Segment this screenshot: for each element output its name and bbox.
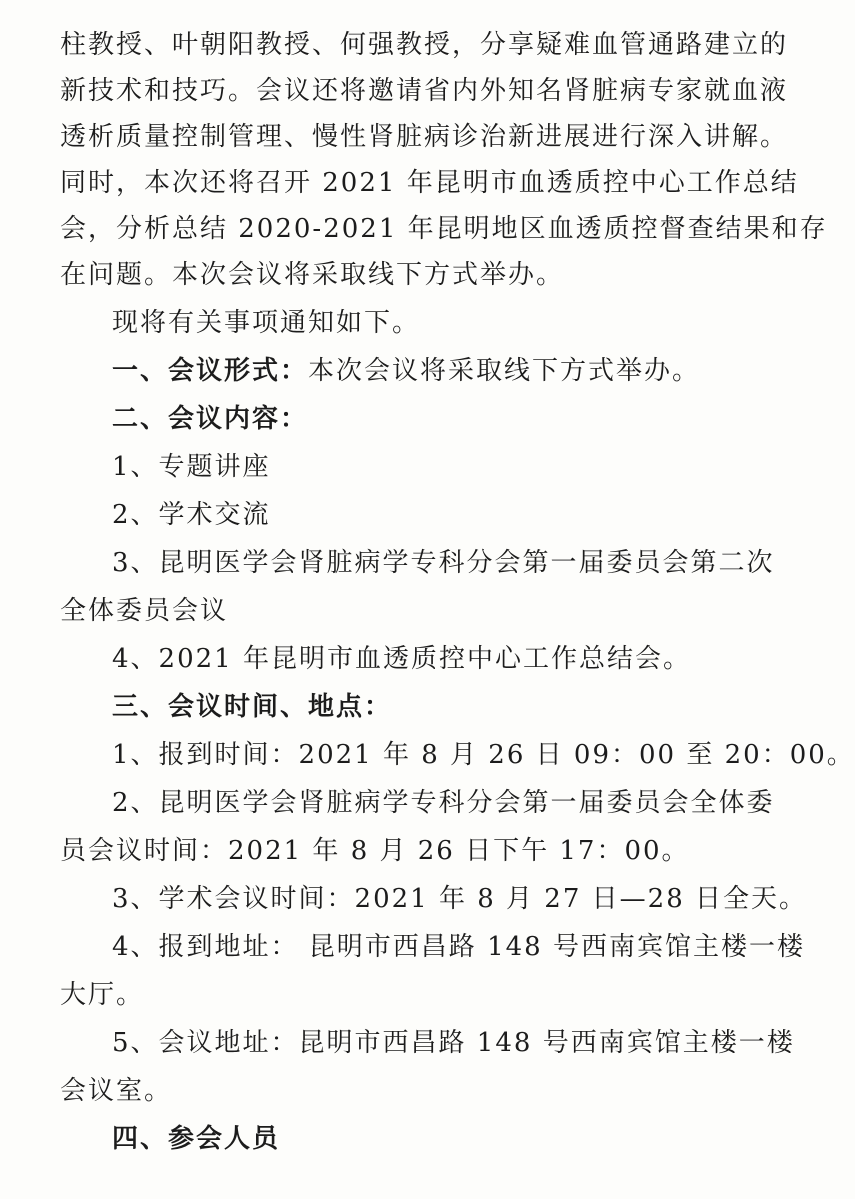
body-line: 在问题。本次会议将采取线下方式举办。 [60, 260, 565, 290]
section-1-heading: 一、会议形式： [112, 356, 309, 386]
section-1 [60, 356, 758, 386]
list-item-continuation: 会议室。 [60, 1076, 173, 1106]
body-line: 同时，本次还将召开 2021 年昆明市血透质控中心工作总结 [60, 168, 799, 198]
list-item: 1、专题讲座 [112, 452, 271, 482]
intro-line: 现将有关事项通知如下。 [112, 308, 421, 338]
section-2-heading: 二、会议内容： [112, 404, 309, 434]
list-item: 4、报到地址： 昆明市西昌路 148 号西南宾馆主楼一楼 [112, 932, 805, 962]
body-line: 柱教授、叶朝阳教授、何强教授，分享疑难血管通路建立的 [60, 30, 789, 60]
list-item-continuation: 全体委员会议 [60, 596, 229, 626]
section-3-heading: 三、会议时间、地点： [112, 692, 393, 722]
list-item: 1、报到时间：2021 年 8 月 26 日 09：00 至 20：00。 [112, 740, 855, 770]
list-item: 3、学术会议时间：2021 年 8 月 27 日—28 日全天。 [112, 884, 808, 914]
body-line: 新技术和技巧。会议还将邀请省内外知名肾脏病专家就血液 [60, 76, 789, 106]
list-item: 4、2021 年昆明市血透质控中心工作总结会。 [112, 644, 691, 674]
list-item: 5、会议地址：昆明市西昌路 148 号西南宾馆主楼一楼 [112, 1028, 795, 1058]
section-4-heading: 四、参会人员 [112, 1124, 281, 1154]
section-1-text: 本次会议将采取线下方式举办。 [308, 356, 701, 386]
list-item: 2、昆明医学会肾脏病学专科分会第一届委员会全体委 [112, 788, 775, 818]
body-line: 透析质量控制管理、慢性肾脏病诊治新进展进行深入讲解。 [60, 122, 789, 152]
list-item-continuation: 员会议时间：2021 年 8 月 26 日下午 17：00。 [60, 836, 690, 866]
list-item: 3、昆明医学会肾脏病学专科分会第一届委员会第二次 [112, 548, 775, 578]
list-item-continuation: 大厅。 [60, 980, 145, 1010]
list-item: 2、学术交流 [112, 500, 271, 530]
body-line: 会，分析总结 2020-2021 年昆明地区血透质控督查结果和存 [60, 214, 828, 244]
